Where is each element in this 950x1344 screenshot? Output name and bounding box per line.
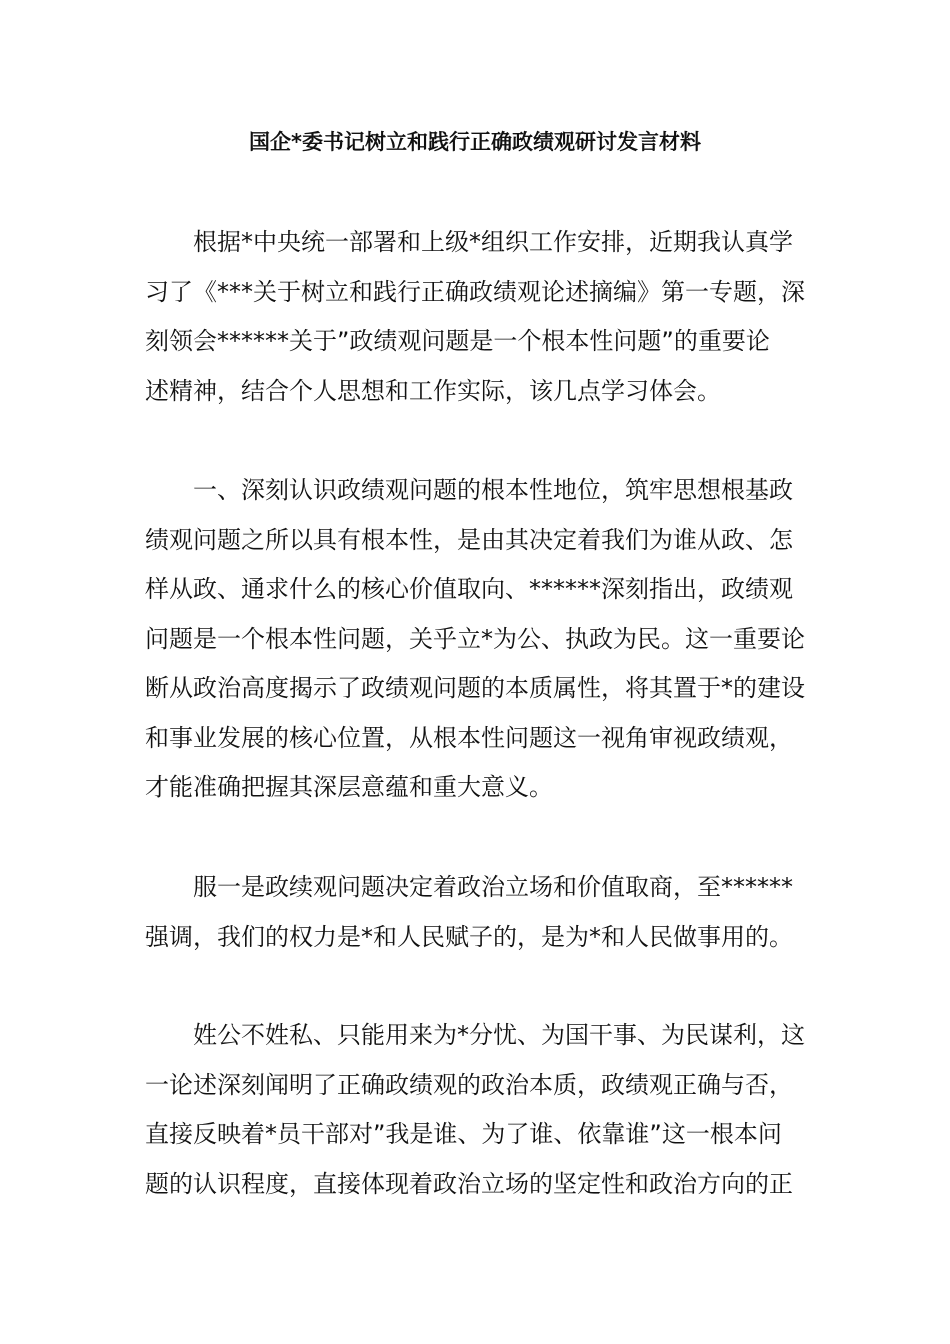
text-line: 才能准确把握其深层意蕴和重大意义。 [145,773,553,801]
text-line: 姓公不姓私、只能用来为*分忧、为国干事、为民谋利，这 [193,1021,805,1049]
paragraph-continuation [145,1011,810,1209]
text-line: 述精神，结合个人思想和工作实际，该几点学习体会。 [145,376,721,405]
text-line: 强调，我们的权力是*和人民赋子的，是为*和人民做事用的。 [145,922,793,951]
paragraph-point-one [145,863,810,962]
text-line: 问题是一个根本性问题，关乎立*为公、执政为民。这一重要论 [145,624,805,653]
text-line: 一、深刻认识政绩观问题的根本性地位，筑牢思想根基政 [193,476,793,504]
paragraph-section-one [145,466,810,813]
document-title: 国企*委书记树立和践行正确政绩观研讨发言材料 [249,130,701,154]
text-line: 绩观问题之所以具有根本性，是由其决定着我们为谁从政、怎 [145,525,793,554]
text-line: 样从政、通求什么的核心价值取向、******深刻指出，政绩观 [145,575,793,603]
text-line: 断从政治高度揭示了政绩观问题的本质属性，将其置于*的建设 [145,674,805,702]
text-line: 服一是政续观问题决定着政治立场和价值取商，至****** [193,873,793,901]
text-line: 直接反映着*员干部对”我是谁、为了谁、依靠谁”这一根本问 [145,1120,782,1148]
text-line: 习了《***关于树立和践行正确政绩观论述摘编》第一专题，深 [145,277,805,306]
text-line: 题的认识程度，直接体现着政治立场的坚定性和政治方向的正 [145,1169,793,1198]
text-line: 一论述深刻闻明了正确政绩观的政治本质，政绩观正确与否， [145,1070,793,1099]
text-line: 根据*中央统一部署和上级*组织工作安排，近期我认真学 [193,228,793,256]
text-line: 刻领会******关于”政绩观问题是一个根本性问题”的重要论 [145,327,770,355]
paragraph-intro [145,218,810,416]
text-line: 和事业发展的核心位置，从根本性问题这一视角审视政绩观， [145,723,793,752]
